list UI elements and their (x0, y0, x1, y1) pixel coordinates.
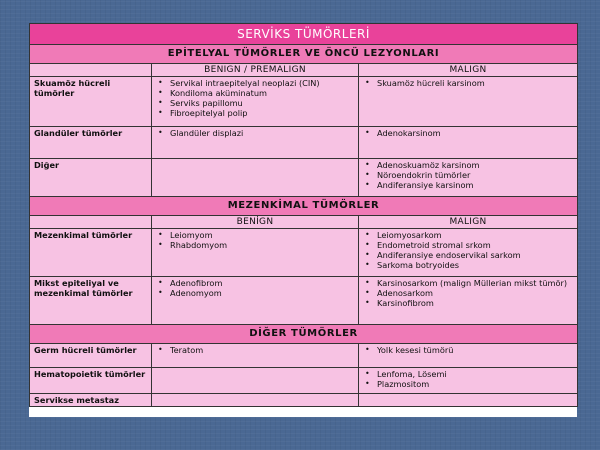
benign-list (156, 230, 354, 250)
malign-list (363, 278, 573, 308)
benign-cell (152, 277, 359, 325)
table-row (30, 394, 578, 407)
list-item: • Fibroepitelyal polip (156, 108, 354, 118)
benign-list (156, 78, 354, 118)
list-item: • Glandüler displazi (156, 128, 354, 138)
benign-cell (152, 394, 359, 407)
table-title: SERVİKS TÜMÖRLERİ (30, 24, 578, 45)
benign-list (156, 345, 354, 355)
benign-cell (152, 159, 359, 197)
table-row (30, 229, 578, 277)
benign-cell (152, 127, 359, 159)
list-item: • Servikal intraepitelyal neoplazi (CIN) (156, 78, 354, 88)
malign-cell (359, 368, 578, 394)
list-item: • Nöroendokrin tümörler (363, 170, 573, 180)
list-item: • Serviks papillomu (156, 98, 354, 108)
benign-cell (152, 77, 359, 127)
malign-cell (359, 159, 578, 197)
table-row (30, 77, 578, 127)
list-item: • Karsinofibrom (363, 298, 573, 308)
section-heading-mesenchymal: MEZENKİMAL TÜMÖRLER (30, 197, 578, 216)
list-item: • Endometroid stromal srkom (363, 240, 573, 250)
row-label: Mezenkimal tümörler (30, 229, 152, 277)
list-item: • Sarkoma botryoides (363, 260, 573, 270)
malign-list (363, 160, 573, 190)
row-label: Servikse metastaz (30, 394, 152, 407)
title-row (30, 24, 578, 45)
list-item: • Adenokarsinom (363, 128, 573, 138)
column-header-malign: MALIGN (359, 216, 578, 229)
table-row (30, 344, 578, 368)
list-item: • Skuamöz hücreli karsinom (363, 78, 573, 88)
column-header-empty (30, 64, 152, 77)
tumor-table-slide (29, 23, 577, 417)
list-item: • Yolk kesesi tümörü (363, 345, 573, 355)
column-header-row (30, 64, 578, 77)
list-item: • Lenfoma, Lösemi (363, 369, 573, 379)
malign-list (363, 78, 573, 88)
list-item: • Adenomyom (156, 288, 354, 298)
malign-list (363, 345, 573, 355)
malign-list (363, 230, 573, 270)
row-label: Glandüler tümörler (30, 127, 152, 159)
table-row (30, 127, 578, 159)
list-item: • Adenoskuamöz karsinom (363, 160, 573, 170)
list-item: • Rhabdomyom (156, 240, 354, 250)
list-item: • Andiferansiye karsinom (363, 180, 573, 190)
column-header-benign: BENİGN (152, 216, 359, 229)
malign-cell (359, 277, 578, 325)
row-label: Skuamöz hücreli tümörler (30, 77, 152, 127)
malign-list (363, 128, 573, 138)
list-item: • Kondiloma aküminatum (156, 88, 354, 98)
malign-cell (359, 394, 578, 407)
list-item: • Andiferansiye endoservikal sarkom (363, 250, 573, 260)
table-row (30, 159, 578, 197)
list-item: • Leiomyom (156, 230, 354, 240)
section-heading-epithelial: EPİTELYAL TÜMÖRLER VE ÖNCÜ LEZYONLARI (30, 45, 578, 64)
row-label: Hematopoietik tümörler (30, 368, 152, 394)
list-item: • Plazmositom (363, 379, 573, 389)
column-header-empty (30, 216, 152, 229)
malign-cell (359, 127, 578, 159)
list-item: • Teratom (156, 345, 354, 355)
benign-list (156, 128, 354, 138)
row-label: Diğer (30, 159, 152, 197)
benign-cell (152, 344, 359, 368)
list-item: • Adenofibrom (156, 278, 354, 288)
section-header-row (30, 325, 578, 344)
benign-cell (152, 368, 359, 394)
benign-list (156, 278, 354, 298)
column-header-row (30, 216, 578, 229)
list-item: • Leiomyosarkom (363, 230, 573, 240)
column-header-benign: BENIGN / PREMALIGN (152, 64, 359, 77)
section-header-row (30, 197, 578, 216)
malign-cell (359, 77, 578, 127)
row-label: Germ hücreli tümörler (30, 344, 152, 368)
list-item: • Adenosarkom (363, 288, 573, 298)
section-heading-other: DİĞER TÜMÖRLER (30, 325, 578, 344)
table-row (30, 277, 578, 325)
malign-cell (359, 229, 578, 277)
malign-cell (359, 344, 578, 368)
benign-cell (152, 229, 359, 277)
section-header-row (30, 45, 578, 64)
row-label: Mikst epiteliyal ve mezenkimal tümörler (30, 277, 152, 325)
column-header-malign: MALIGN (359, 64, 578, 77)
table-row (30, 368, 578, 394)
serviks-tumor-table (29, 23, 578, 407)
list-item: • Karsinosarkom (malign Müllerian mikst tümör) (363, 278, 573, 288)
malign-list (363, 369, 573, 389)
